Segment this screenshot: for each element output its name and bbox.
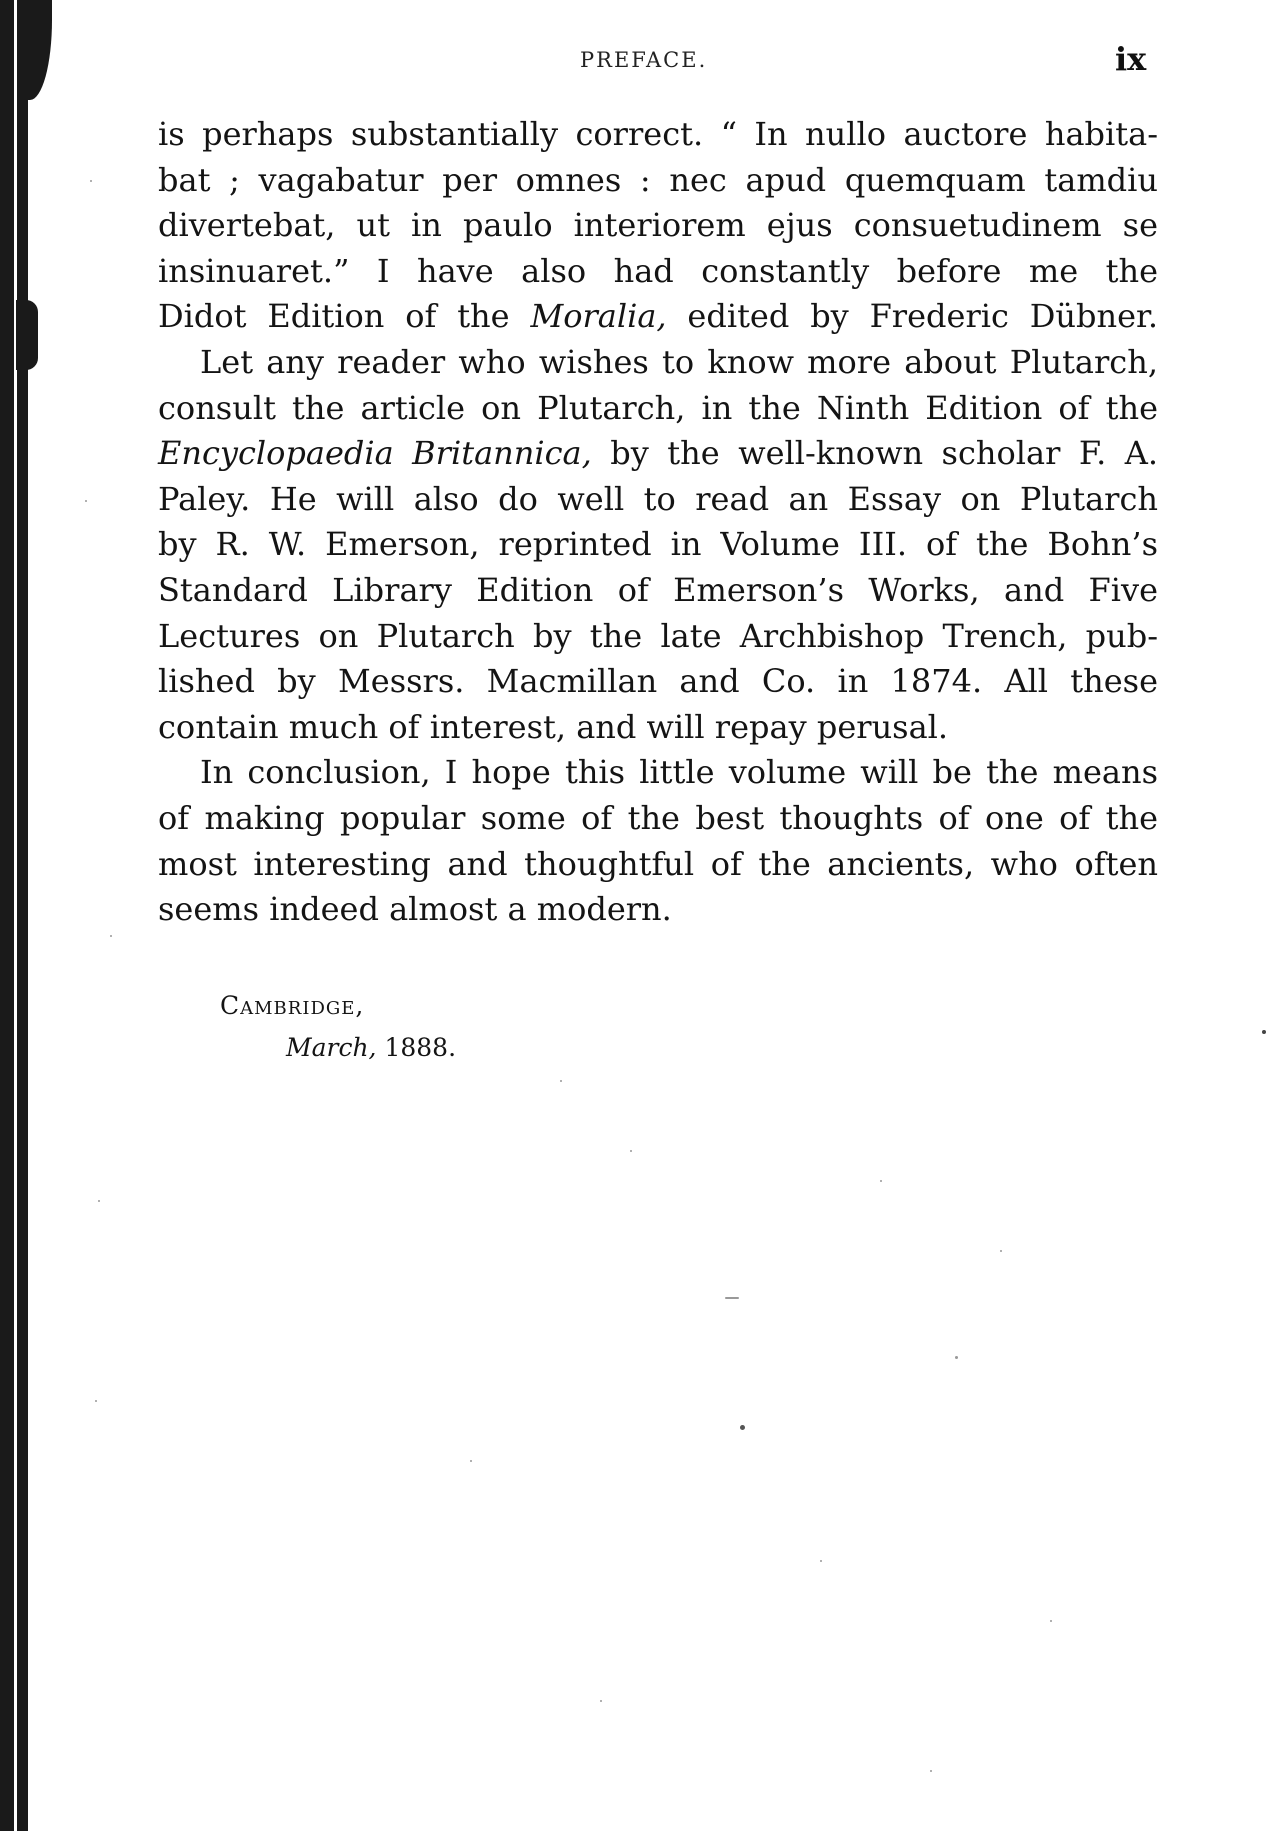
scan-speck: [820, 1560, 822, 1562]
scan-speck: [630, 1150, 632, 1152]
scan-speck: [600, 1700, 602, 1702]
scan-speck: [95, 1400, 97, 1402]
signoff: [220, 985, 456, 1069]
text-line: most interesting and thoughtful of the ancients, who often: [158, 844, 1158, 883]
text-line: [158, 431, 1158, 477]
page-number: ix: [1115, 40, 1147, 78]
scan-speck: [740, 1425, 745, 1430]
scan-speck: [1050, 1620, 1052, 1622]
paragraph-start: In conclusion, I hope this little volume will be the means: [200, 753, 1158, 792]
scan-speck: [110, 935, 112, 937]
scan-speck: [930, 1770, 932, 1772]
text-line: insinuaret.” I have also had constantly before me the: [158, 251, 1158, 290]
text-line: seems indeed almost a modern.: [158, 890, 672, 929]
text-line: contain much of interest, and will repay perusal.: [158, 707, 949, 746]
text-line: divertebat, ut in paulo interiorem ejus consuetudinem se: [158, 206, 1158, 245]
scan-speck: [560, 1080, 562, 1082]
text-line: [158, 294, 1158, 340]
signoff-date: [220, 1027, 456, 1069]
text-line: of making popular some of the best thoughts of one of the: [158, 798, 1158, 837]
scan-speck: [1000, 1250, 1002, 1252]
binding-edge: [0, 0, 14, 1831]
scan-speck: [98, 1200, 100, 1202]
text-line: bat ; vagabatur per omnes : nec apud quemquam tamdiu: [158, 160, 1158, 199]
text-line: by R. W. Emerson, reprinted in Volume III. of the Bohn’s: [158, 525, 1158, 564]
signoff-year: 1888.: [384, 1033, 457, 1062]
signoff-place: Cambridge,: [220, 991, 365, 1020]
text-line: Lectures on Plutarch by the late Archbishop Trench, pub-: [158, 616, 1158, 655]
text-line-start: Didot Edition of the: [158, 297, 510, 336]
scan-speck: [90, 180, 92, 182]
binding-edge-inner: [17, 0, 28, 1831]
scan-speck: [725, 1297, 739, 1299]
scan-speck: [85, 500, 87, 502]
running-head: [0, 40, 1269, 80]
body-text: [158, 112, 1158, 933]
scan-speck: [880, 1180, 882, 1182]
text-line: consult the article on Plutarch, in the Ninth Edition of the: [158, 388, 1158, 427]
text-line: lished by Messrs. Macmillan and Co. in 1874. All these: [158, 662, 1158, 701]
text-line-end: edited by Frederic Dübner.: [687, 297, 1158, 336]
moralia-title: Moralia,: [530, 297, 667, 336]
running-title: PREFACE.: [580, 48, 708, 72]
scan-speck: [955, 1356, 958, 1359]
paragraph-start: Let any reader who wishes to know more about Plutarch,: [200, 342, 1158, 381]
text-line: Standard Library Edition of Emerson’s Works, and Five: [158, 570, 1158, 609]
text-line: is perhaps substantially correct. “ In nullo auctore habita-: [158, 115, 1158, 153]
encyclopaedia-title: Encyclopaedia Britannica,: [158, 434, 592, 473]
scan-speck: [1262, 1030, 1266, 1034]
signoff-month: March,: [286, 1033, 377, 1062]
text-line-end: by the well-known scholar F. A.: [610, 434, 1159, 473]
binding-ink-blot-mid: [16, 300, 38, 370]
text-line: Paley. He will also do well to read an Essay on Plutarch: [158, 479, 1158, 518]
scan-speck: [470, 1460, 472, 1462]
